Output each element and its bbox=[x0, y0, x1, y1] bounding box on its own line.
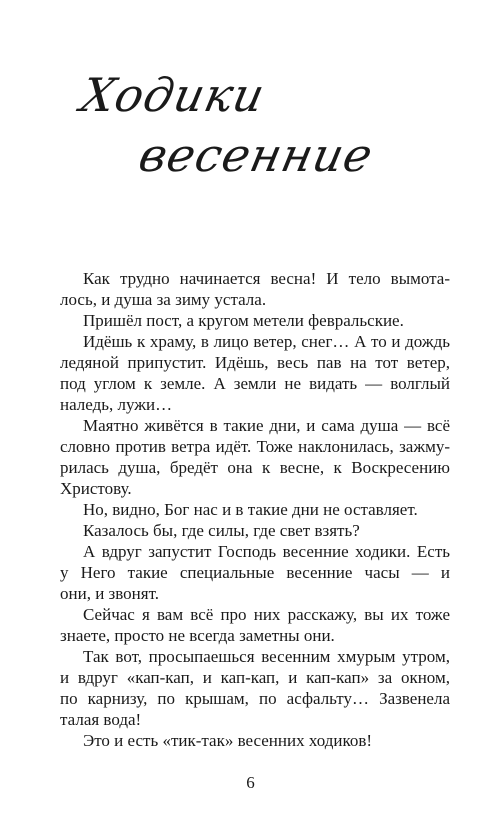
text-line: Это и есть «тик-так» весенних ходиков! bbox=[83, 731, 373, 750]
text-line: словно против ветра идёт. Тоже наклонилась, зажму- bbox=[60, 437, 450, 456]
text-line: знаете, просто не всегда заметны они. bbox=[60, 626, 335, 645]
text-line: Казалось бы, где силы, где свет взять? bbox=[83, 521, 360, 540]
text-line: А вдруг запустит Господь весенние ходики. Есть bbox=[83, 542, 450, 561]
text-line: Так вот, просыпаешься весенним хмурым утром, bbox=[83, 647, 450, 666]
text-line: они, и звонят. bbox=[60, 584, 159, 603]
chapter-title bbox=[78, 60, 418, 190]
text-line: под углом к земле. А земли не видать — волглый bbox=[60, 374, 450, 393]
text-line: талая вода! bbox=[60, 710, 142, 729]
text-line: Сейчас я вам всё про них расскажу, вы их тоже bbox=[83, 605, 450, 624]
text-line: Но, видно, Бог нас и в такие дни не оставляет. bbox=[83, 500, 418, 519]
text-line: рилась душа, бредёт она к весне, к Воскресению bbox=[60, 458, 450, 477]
text-line: Пришёл пост, а кругом метели февральские. bbox=[83, 311, 404, 330]
chapter-title-line-1: Ходики bbox=[76, 68, 271, 122]
text-line: Маятно живётся в такие дни, и сама душа — всё bbox=[83, 416, 450, 435]
chapter-title-line-2: весенние bbox=[134, 128, 379, 182]
text-line: наледь, лужи… bbox=[60, 395, 173, 414]
text-line: лось, и душа за зиму устала. bbox=[60, 290, 267, 309]
page-number: 6 bbox=[246, 773, 255, 792]
text-line: по карнизу, по крышам, по асфальту… Зазвенела bbox=[60, 689, 450, 708]
text-line: и вдруг «кап-кап, и кап-кап, и кап-кап» за окном, bbox=[60, 668, 450, 687]
text-line: Идёшь к храму, в лицо ветер, снег… А то и дождь bbox=[83, 332, 450, 351]
text-line: ледяной припустит. Идёшь, весь пав на тот ветер, bbox=[60, 353, 450, 372]
text-line: Как трудно начинается весна! И тело вымота- bbox=[83, 269, 450, 288]
text-line: у Него такие специальные весенние часы — и bbox=[60, 563, 450, 582]
chapter-body-text bbox=[60, 268, 450, 751]
text-line: Христову. bbox=[60, 479, 132, 498]
